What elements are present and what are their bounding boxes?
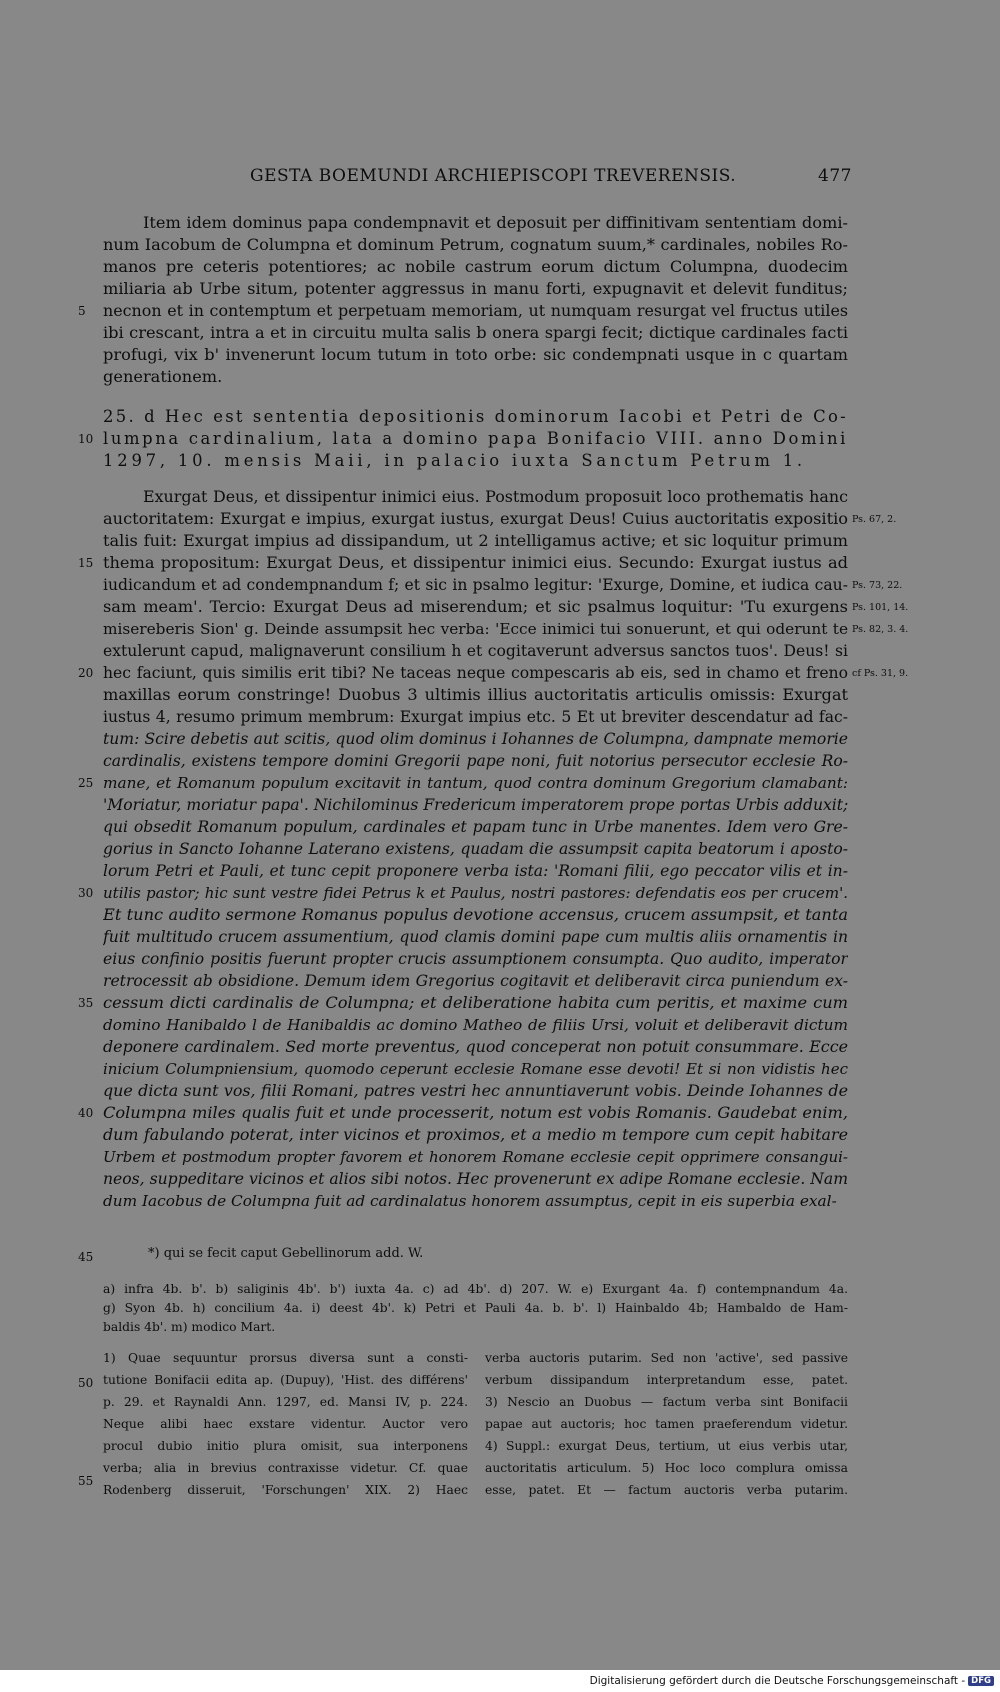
footer-text: Digitalisierung gefördert durch die Deutsche Forschungsgemeinschaft - [589,1675,966,1687]
note-line: auctoritatis articulum. 5) Hoc loco complura omissa [485,1461,848,1475]
line-number: 15 [78,556,94,570]
line-number: 30 [78,886,94,900]
text-line: deponere cardinalem. Sed morte preventus, quod conceperat non potuit consummare. Ecce [103,1037,848,1056]
note-line: verba auctoris putarim. Sed non 'active', sed passive [485,1351,848,1365]
text-line: fuit multitudo crucem assumentium, quod clamis domini pape cum multis aliis ornamentis in [103,928,848,946]
text-line: misereberis Sion' g. Deinde assumpsit hec verba: 'Ecce inimici tui sonuerunt, et qui oderunt te [103,620,848,638]
text-line: lorum Petri et Pauli, et tunc cepit proponere verba ista: 'Romani filii, ego peccator vilis et in- [103,862,848,880]
text-line: dum Iacobus de Columpna fuit ad cardinalatus honorem assumptus, cepit in eis superbia exal- [103,1192,837,1210]
header-title: GESTA BOEMUNDI ARCHIEPISCOPI TREVERENSIS. [250,166,737,186]
text-line: tum: Scire debetis aut scitis, quod olim dominus i Iohannes de Columpna, dampnate memorie [103,730,848,748]
text-line: mane, et Romanum populum excitavit in tantum, quod contra dominum Gregorium clamabant: [103,774,848,792]
text-line: dum fabulando poterat, inter vicinos et proximos, et a medio m tempore cum cepit habitare [103,1125,848,1144]
text-line: domino Hanibaldo l de Hanibaldis ac domino Matheo de filiis Ursi, voluit et deliberavit dictum [103,1016,848,1034]
text-line: necnon et in contemptum et perpetuam memoriam, ut numquam resurgat vel fructus utiles [103,301,848,320]
note-line: verba; alia in brevius contraxisse videtur. Cf. quae [103,1461,468,1475]
digitization-footer [590,1675,994,1687]
note-line: verbum dissipandum interpretandum esse, patet. [485,1373,848,1387]
text-line: talis fuit: Exurgat impius ad dissipandum, ut 2 intelligamus active; et sic loquitur primum [103,531,848,550]
line-number: 50 [78,1376,94,1390]
text-line: miliaria ab Urbe situm, potenter aggressus in manu forti, expugnavit et delevit funditus; [103,279,848,298]
note-line: 3) Nescio an Duobus — factum verba sint Bonifacii [485,1395,848,1409]
margin-reference: Ps. 101, 14. [852,602,909,613]
text-line: profugi, vix b' invenerunt locum tutum in toto orbe: sic condempnati usque in c quartam [103,345,848,364]
note-line: Neque alibi haec exstare videntur. Auctor vero [103,1417,468,1431]
note-line: 4) Suppl.: exurgat Deus, tertium, ut eius verbis utar, [485,1439,848,1453]
text-line: 25. d Hec est sententia depositionis dominorum Iacobi et Petri de Co- [103,407,848,426]
margin-reference: Ps. 82, 3. 4. [852,624,909,635]
text-line: iustus 4, resumo primum membrum: Exurgat impius etc. 5 Et ut breviter descendatur ad fac- [103,708,848,726]
text-line: Item idem dominus papa condempnavit et deposuit per diffinitivam sententiam domi- [143,213,848,232]
text-line: neos, suppeditare vicinos et alios sibi notos. Hec provenerunt ex adipe Romane ecclesie. Nam [103,1170,848,1188]
text-line: cessum dicti cardinalis de Columpna; et deliberatione habita cum peritis, et maxime cum [103,993,848,1012]
note-line: procul dubio initio plura omisit, sua interponens [103,1439,468,1453]
line-number: 20 [78,666,94,680]
line-number: 35 [78,996,94,1010]
text-line: 'Moriatur, moriatur papa'. Nichilominus Fredericum imperatorem prope portas Urbis adduxit; [103,796,848,814]
text-line: Urbem et postmodum propter favorem et honorem Romane ecclesie cepit opprimere consangui- [103,1148,848,1166]
line-number: 40 [78,1106,94,1120]
page-number: 477 [818,166,852,186]
text-line: qui obsedit Romanum populum, cardinales et papam tunc in Urbe manentes. Idem vero Gre- [103,818,848,836]
text-line: eius confinio positis fuerunt propter crucis assumptionem consumpta. Quo audito, imperator [103,950,848,968]
dfg-logo: DFG [968,1676,994,1686]
variant-note-line: baldis 4b'. m) modico Mart. [103,1320,276,1334]
text-line: que dicta sunt vos, filii Romani, patres vestri hec annuntiaverunt vobis. Deinde Iohannes de [103,1081,848,1100]
text-line: manos pre ceteris potentiores; ac nobile castrum eorum dictum Columpna, duodecim [103,257,848,276]
line-number: 55 [78,1474,94,1488]
line-number: 5 [78,304,86,318]
text-line: Et tunc audito sermone Romanus populus devotione accensus, crucem assumpsit, et tanta [103,905,848,924]
text-line: ibi crescant, intra a et in circuitu multa salis b onera spargi fecit; dictique cardinales facti [103,323,848,342]
note-line: Rodenberg disseruit, 'Forschungen' XIX. 2) Haec [103,1483,468,1497]
variant-note-line: a) infra 4b. b'. b) saliginis 4b'. b') iuxta 4a. c) ad 4b'. d) 207. W. e) Exurgant 4a. f) contempnandum 4a. [103,1282,848,1296]
text-line: Columpna miles qualis fuit et unde processerit, notum est vobis Romanis. Gaudebat enim, [103,1103,848,1122]
text-line: maxillas eorum constringe! Duobus 3 ultimis illius auctoritatis articulis omissis: Exurgat [103,685,848,704]
text-line: extulerunt capud, malignaverunt consilium h et cogitaverunt adversus sanctos tuos'. Deus! si [103,642,848,660]
text-line: num Iacobum de Columpna et dominum Petrum, cognatum suum,* cardinales, nobiles Ro- [103,235,848,254]
text-line: cardinalis, existens tempore domini Gregorii pape noni, fuit notorius persecutor ecclesie Ro- [103,752,848,770]
footnote-star: *) qui se fecit caput Gebellinorum add. W. [148,1246,424,1261]
text-line: gorius in Sancto Iohanne Laterano existens, quadam die assumpsit capita beatorum i aposto- [103,840,848,858]
text-line: hec faciunt, quis similis erit tibi? Ne taceas neque compescaris ab eis, sed in chamo et freno [103,664,848,682]
line-number: 25 [78,776,94,790]
line-number: 45 [78,1250,94,1264]
note-line: tutione Bonifacii edita ap. (Dupuy), 'Hist. des différens' [103,1373,468,1387]
note-line: p. 29. et Raynaldi Ann. 1297, ed. Mansi IV, p. 224. [103,1395,468,1409]
text-line: lumpna cardinalium, lata a domino papa Bonifacio VIII. anno Domini [103,429,848,448]
text-line: Exurgat Deus, et dissipentur inimici eius. Postmodum proposuit loco prothematis hanc [143,487,848,506]
text-line: auctoritatem: Exurgat e impius, exurgat iustus, exurgat Deus! Cuius auctoritatis expositio [103,509,848,528]
variant-note-line: g) Syon 4b. h) concilium 4a. i) deest 4b'. k) Petri et Pauli 4a. b. b'. l) Hainbaldo 4b; Hambaldo de Ham- [103,1301,848,1315]
note-line: papae aut auctoris; hoc tamen praeferendum videtur. [485,1417,848,1431]
text-line: 1297, 10. mensis Maii, in palacio iuxta Sanctum Petrum 1. [103,451,806,470]
text-line: iudicandum et ad condempnandum f; et sic in psalmo legitur: 'Exurge, Domine, et iudica cau- [103,576,848,594]
text-line: sam meam'. Tercio: Exurgat Deus ad miserendum; et sic psalmus loquitur: 'Tu exurgens [103,597,848,616]
margin-reference: cf Ps. 31, 9. [852,668,909,679]
note-line: esse, patet. Et — factum auctoris verba putarim. [485,1483,848,1497]
text-line: retrocessit ab obsidione. Demum idem Gregorius cogitavit et deliberavit circa puniendum ex- [103,972,848,990]
text-line: thema propositum: Exurgat Deus, et dissipentur inimici eius. Secundo: Exurgat iustus ad [103,553,848,572]
margin-reference: Ps. 73, 22. [852,580,903,591]
note-line: 1) Quae sequuntur prorsus diversa sunt a consti- [103,1351,468,1365]
text-line: inicium Columpniensium, quomodo ceperunt ecclesie Romane esse devoti! Et si non vidistis hec [103,1060,848,1078]
margin-reference: Ps. 67, 2. [852,514,897,525]
text-line: generationem. [103,367,223,386]
text-line: utilis pastor; hic sunt vestre fidei Petrus k et Paulus, nostri pastores: defendatis eos per crucem'. [103,884,848,902]
line-number: 10 [78,432,94,446]
